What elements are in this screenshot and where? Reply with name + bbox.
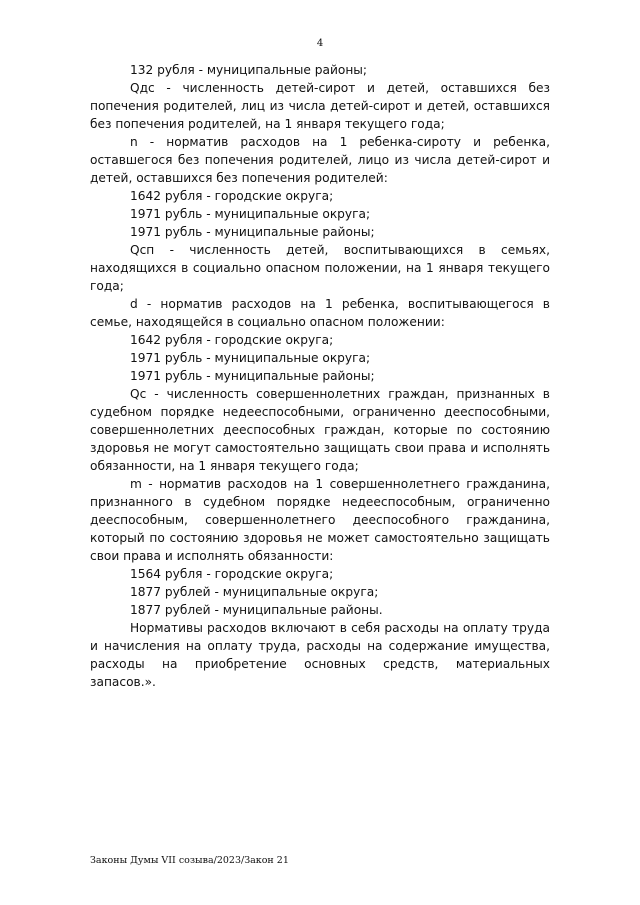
paragraph: Qс - численность совершеннолетних граждан, признанных в судебном порядке недееспособными, ограниченно дееспособными, совершеннолетних дееспособных граждан, которые по состоянию здоровья не могут самостоятельно защищать свои права и исполнять обязанности, на 1 января текущего года; [90, 387, 550, 473]
paragraph: 1564 рубля - городские округа; [130, 567, 334, 581]
paragraph: n - норматив расходов на 1 ребенка-сироту и ребенка, оставшегося без попечения родителей, лицо из числа детей-сирот и детей, оставшихся без попечения родителей: [90, 135, 550, 185]
paragraph: Нормативы расходов включают в себя расходы на оплату труда и начисления на оплату труда, расходы на содержание имущества, расходы на приобретение основных средств, материальных запасов.». [90, 621, 550, 689]
paragraph: 1971 рубль - муниципальные районы; [130, 225, 375, 239]
paragraph: 1642 рубля - городские округа; [130, 189, 334, 203]
paragraph: Qсп - численность детей, воспитывающихся в семьях, находящихся в социально опасном положении, на 1 января текущего года; [90, 243, 550, 293]
paragraph: 1971 рубль - муниципальные округа; [130, 351, 371, 365]
document-footer: Законы Думы VII созыва/2023/Закон 21 [90, 855, 289, 866]
paragraph: 1971 рубль - муниципальные районы; [130, 369, 375, 383]
page-number: 4 [316, 38, 324, 49]
paragraph: m - норматив расходов на 1 совершеннолетнего гражданина, признанного в судебном порядке недееспособным, ограниченно дееспособным, совершеннолетнего дееспособного гражданина, который по состоянию здоровья не может самостоятельно защищать свои права и исполнять обязанности: [90, 477, 550, 563]
paragraph: 1971 рубль - муниципальные округа; [130, 207, 371, 221]
paragraph: 132 рубля - муниципальные районы; [130, 63, 368, 77]
paragraph: 1877 рублей - муниципальные районы. [130, 603, 383, 617]
paragraph: d - норматив расходов на 1 ребенка, воспитывающегося в семье, находящейся в социально опасном положении: [90, 297, 550, 329]
paragraph: 1642 рубля - городские округа; [130, 333, 334, 347]
document-body [90, 61, 550, 691]
paragraph: 1877 рублей - муниципальные округа; [130, 585, 379, 599]
paragraph: Qдс - численность детей-сирот и детей, оставшихся без попечения родителей, лиц из числа детей-сирот и детей, оставшихся без попечения родителей, на 1 января текущего года; [90, 81, 550, 131]
